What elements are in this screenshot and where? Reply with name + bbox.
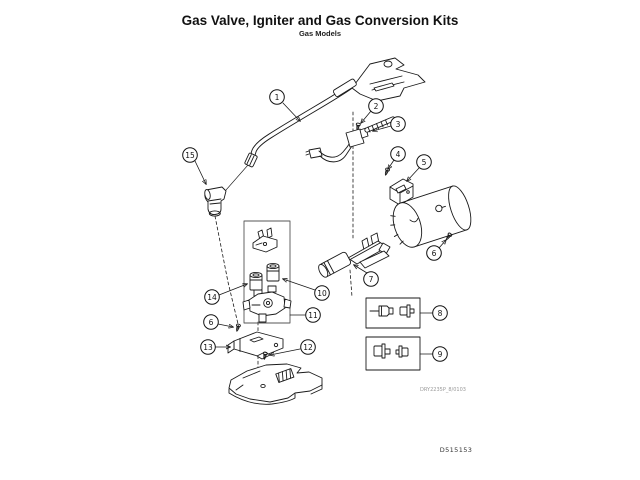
gas-supply-pipe <box>244 78 357 167</box>
pipe-end-ferrule <box>244 153 257 168</box>
page-title: Gas Valve, Igniter and Gas Conversion Kits <box>181 13 459 28</box>
valve-mounting-screw <box>235 324 241 332</box>
gas-valve-kit-box <box>243 221 291 323</box>
callout-4 <box>388 147 405 169</box>
drawing-code: DRY2235P_8/0103 <box>420 387 466 393</box>
valve-coil-left <box>250 272 262 290</box>
callout-5 <box>407 155 431 181</box>
svg-text:8: 8 <box>437 309 443 318</box>
callout-7 <box>354 265 378 286</box>
svg-text:14: 14 <box>207 293 217 302</box>
svg-text:9: 9 <box>437 350 443 359</box>
burner-base-pan <box>229 364 322 404</box>
callout-8 <box>420 306 447 321</box>
svg-text:6: 6 <box>208 318 214 327</box>
document-number: D515153 <box>439 446 473 454</box>
valve-coil-right <box>267 263 279 281</box>
conversion-kit-box-a <box>366 298 420 328</box>
svg-text:6: 6 <box>431 249 437 258</box>
mounting-bracket <box>228 332 283 359</box>
callout-6-housing <box>427 240 446 260</box>
igniter-assembly <box>306 119 393 162</box>
callout-2 <box>361 99 383 123</box>
svg-text:10: 10 <box>317 289 327 298</box>
callout-9 <box>420 347 447 362</box>
page-subtitle: Gas Models <box>298 29 342 38</box>
svg-text:1: 1 <box>274 93 280 102</box>
gas-valve-body <box>243 286 291 322</box>
svg-text:4: 4 <box>395 150 401 159</box>
callout-15 <box>183 148 206 184</box>
igniter-bracket <box>390 179 413 205</box>
svg-text:3: 3 <box>395 120 401 129</box>
callout-11 <box>290 308 320 323</box>
svg-text:2: 2 <box>373 102 379 111</box>
valve-top-bracket <box>253 228 277 252</box>
conversion-kit-box-b <box>366 337 420 370</box>
callout-13 <box>201 340 230 355</box>
bracket-screw <box>384 168 390 176</box>
cabinet-bracket <box>352 58 425 101</box>
svg-text:15: 15 <box>185 151 195 160</box>
callout-1 <box>270 90 300 121</box>
burner-tube-assembly <box>317 233 390 279</box>
callout-14 <box>205 284 247 304</box>
svg-text:11: 11 <box>308 311 318 320</box>
pipe-elbow <box>204 187 226 216</box>
callout-6-valve <box>204 315 233 330</box>
svg-text:7: 7 <box>368 275 374 284</box>
svg-text:13: 13 <box>203 343 213 352</box>
svg-text:12: 12 <box>303 343 313 352</box>
svg-text:5: 5 <box>421 158 427 167</box>
